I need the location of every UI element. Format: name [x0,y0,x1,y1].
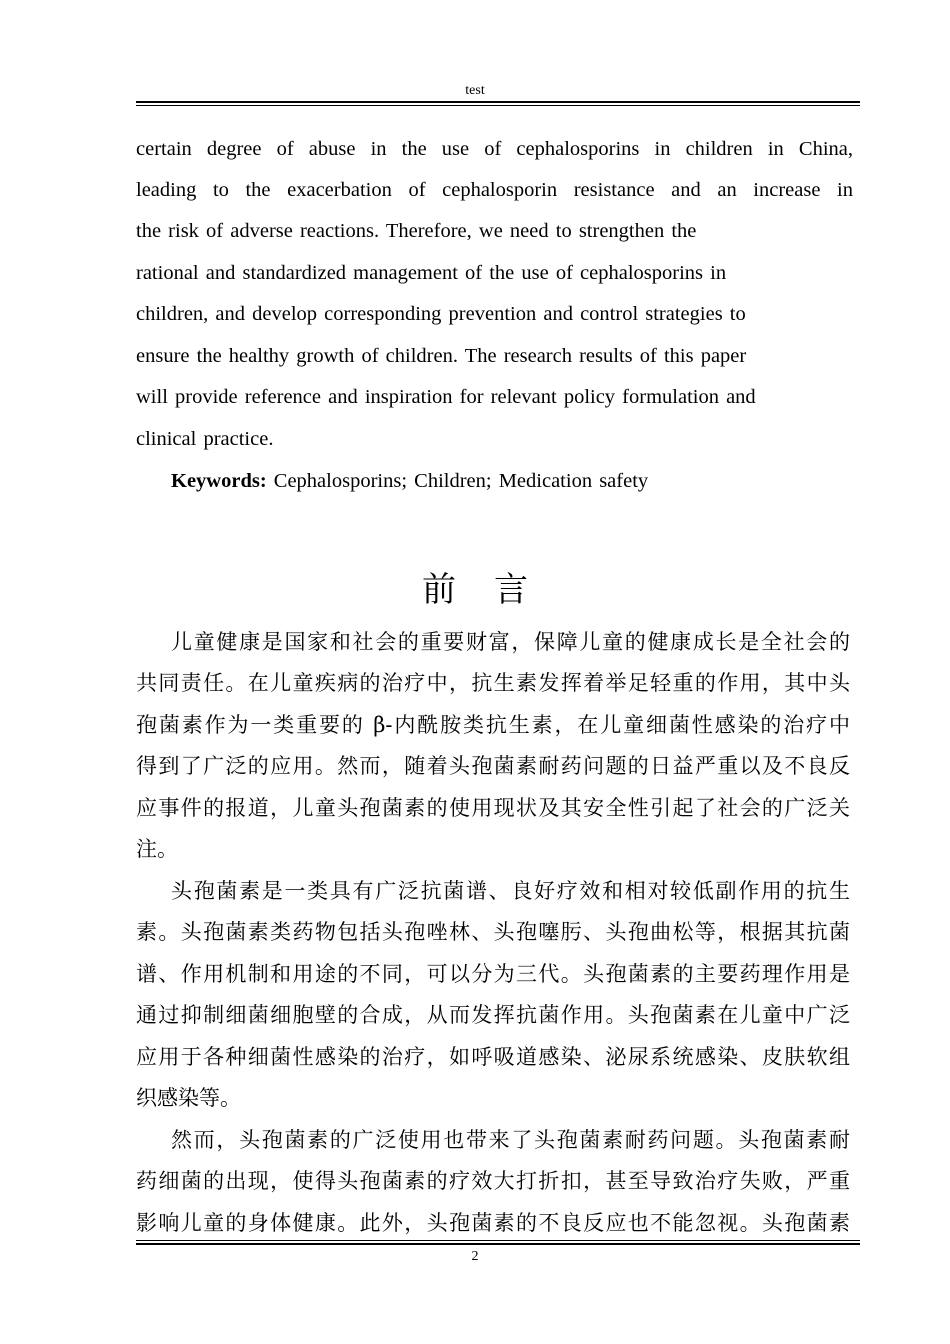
body-line: 儿童健康是国家和社会的重要财富，保障儿童的健康成长是全社会的 [171,630,850,654]
body-line: 注。 [136,837,178,861]
body-line: 应事件的报道，儿童头孢菌素的使用现状及其安全性引起了社会的广泛关 [136,796,850,820]
header-rule-thin [136,105,860,106]
header-rule-thick [136,101,860,103]
body-line: 然而，头孢菌素的广泛使用也带来了头孢菌素耐药问题。头孢菌素耐 [171,1128,850,1152]
footer-rule-thick [136,1243,860,1245]
body-line: 影响儿童的身体健康。此外，头孢菌素的不良反应也不能忽视。头孢菌素 [136,1211,850,1235]
page-number: 2 [471,1249,479,1264]
abstract-line: will provide reference and inspiration for relevant policy formulation and [136,386,756,408]
keywords [171,466,648,496]
body-line: 孢菌素作为一类重要的 β-内酰胺类抗生素，在儿童细菌性感染的治疗中 [136,713,850,737]
abstract-line: rational and standardized management of the use of cephalosporins in [136,262,727,284]
running-header: test [465,83,485,98]
abstract-line: children, and develop corresponding prevention and control strategies to [136,303,746,325]
footer-rule-thin [136,1240,860,1241]
keywords-label: Keywords: [171,470,267,492]
body-line: 得到了广泛的应用。然而，随着头孢菌素耐药问题的日益严重以及不良反 [136,754,850,778]
abstract-line: ensure the healthy growth of children. The research results of this paper [136,345,747,367]
body-line: 共同责任。在儿童疾病的治疗中，抗生素发挥着举足轻重的作用，其中头 [136,671,850,695]
abstract-line: the risk of adverse reactions. Therefore, we need to strengthen the [136,220,697,242]
body-line: 应用于各种细菌性感染的治疗，如呼吸道感染、泌尿系统感染、皮肤软组 [136,1045,850,1069]
keywords-text: Cephalosporins; Children; Medication safety [273,470,649,492]
body-line: 头孢菌素是一类具有广泛抗菌谱、良好疗效和相对较低副作用的抗生 [171,879,850,903]
body-line: 通过抑制细菌细胞壁的合成，从而发挥抗菌作用。头孢菌素在儿童中广泛 [136,1003,850,1027]
body-line: 谱、作用机制和用途的不同，可以分为三代。头孢菌素的主要药理作用是 [136,962,850,986]
abstract-line: leading to the exacerbation of cephalosporin resistance and an increase in [136,179,853,201]
abstract-line: clinical practice. [136,428,274,450]
body-line: 药细菌的出现，使得头孢菌素的疗效大打折扣，甚至导致治疗失败，严重 [136,1169,850,1193]
abstract-line: certain degree of abuse in the use of cephalosporins in children in China, [136,138,853,160]
section-title: 前言 [422,570,566,610]
body-line: 素。头孢菌素类药物包括头孢唑林、头孢噻肟、头孢曲松等，根据其抗菌 [136,920,850,944]
body-line: 织感染等。 [136,1086,241,1110]
